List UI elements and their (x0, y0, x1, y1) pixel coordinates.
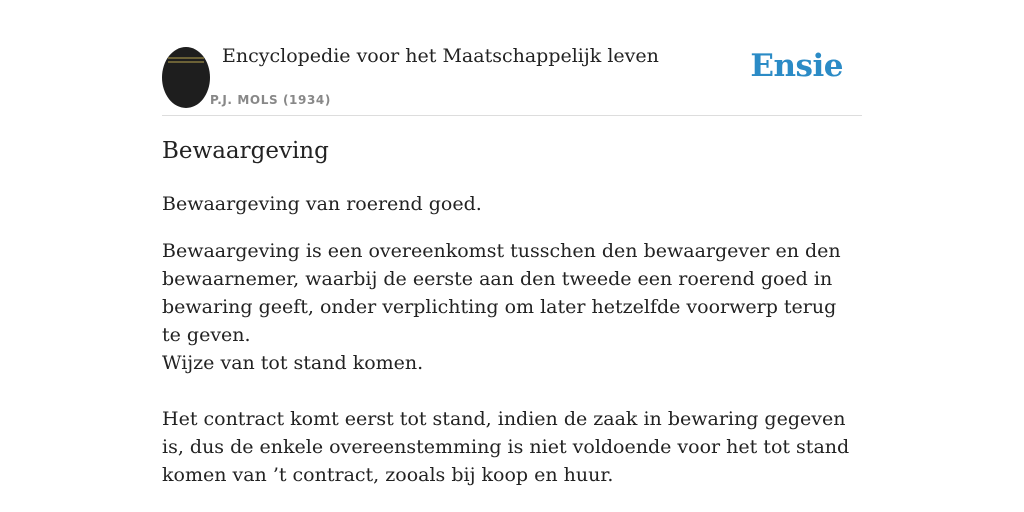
article-paragraph: Bewaargeving van roerend goed. (162, 193, 482, 215)
header (162, 0, 862, 116)
author-label: P.J. MOLS (1934) (210, 93, 331, 107)
book-title[interactable]: Encyclopedie voor het Maatschappelijk leven (222, 45, 659, 67)
article-title: Bewaargeving (162, 138, 329, 164)
article-paragraph: Wijze van tot stand komen. (162, 352, 424, 374)
cover-lettering (168, 57, 204, 65)
article-paragraph: Bewaargeving is een overeenkomst tusschen den bewaargever en den bewaarnemer, waarbij de eerste aan den tweede een roerend goed in bewaring geeft, onder verplichting om later hetzelfde voorwerp terug te geven. (162, 240, 841, 346)
book-cover-icon[interactable] (162, 47, 210, 108)
brand-logo-link[interactable]: Ensie (750, 48, 843, 84)
article-paragraph: Het contract komt eerst tot stand, indien de zaak in bewaring gegeven is, dus de enkele overeenstemming is niet voldoende voor het tot stand komen van ’t contract, zooals bij koop en huur. (162, 408, 850, 486)
page (162, 0, 862, 486)
